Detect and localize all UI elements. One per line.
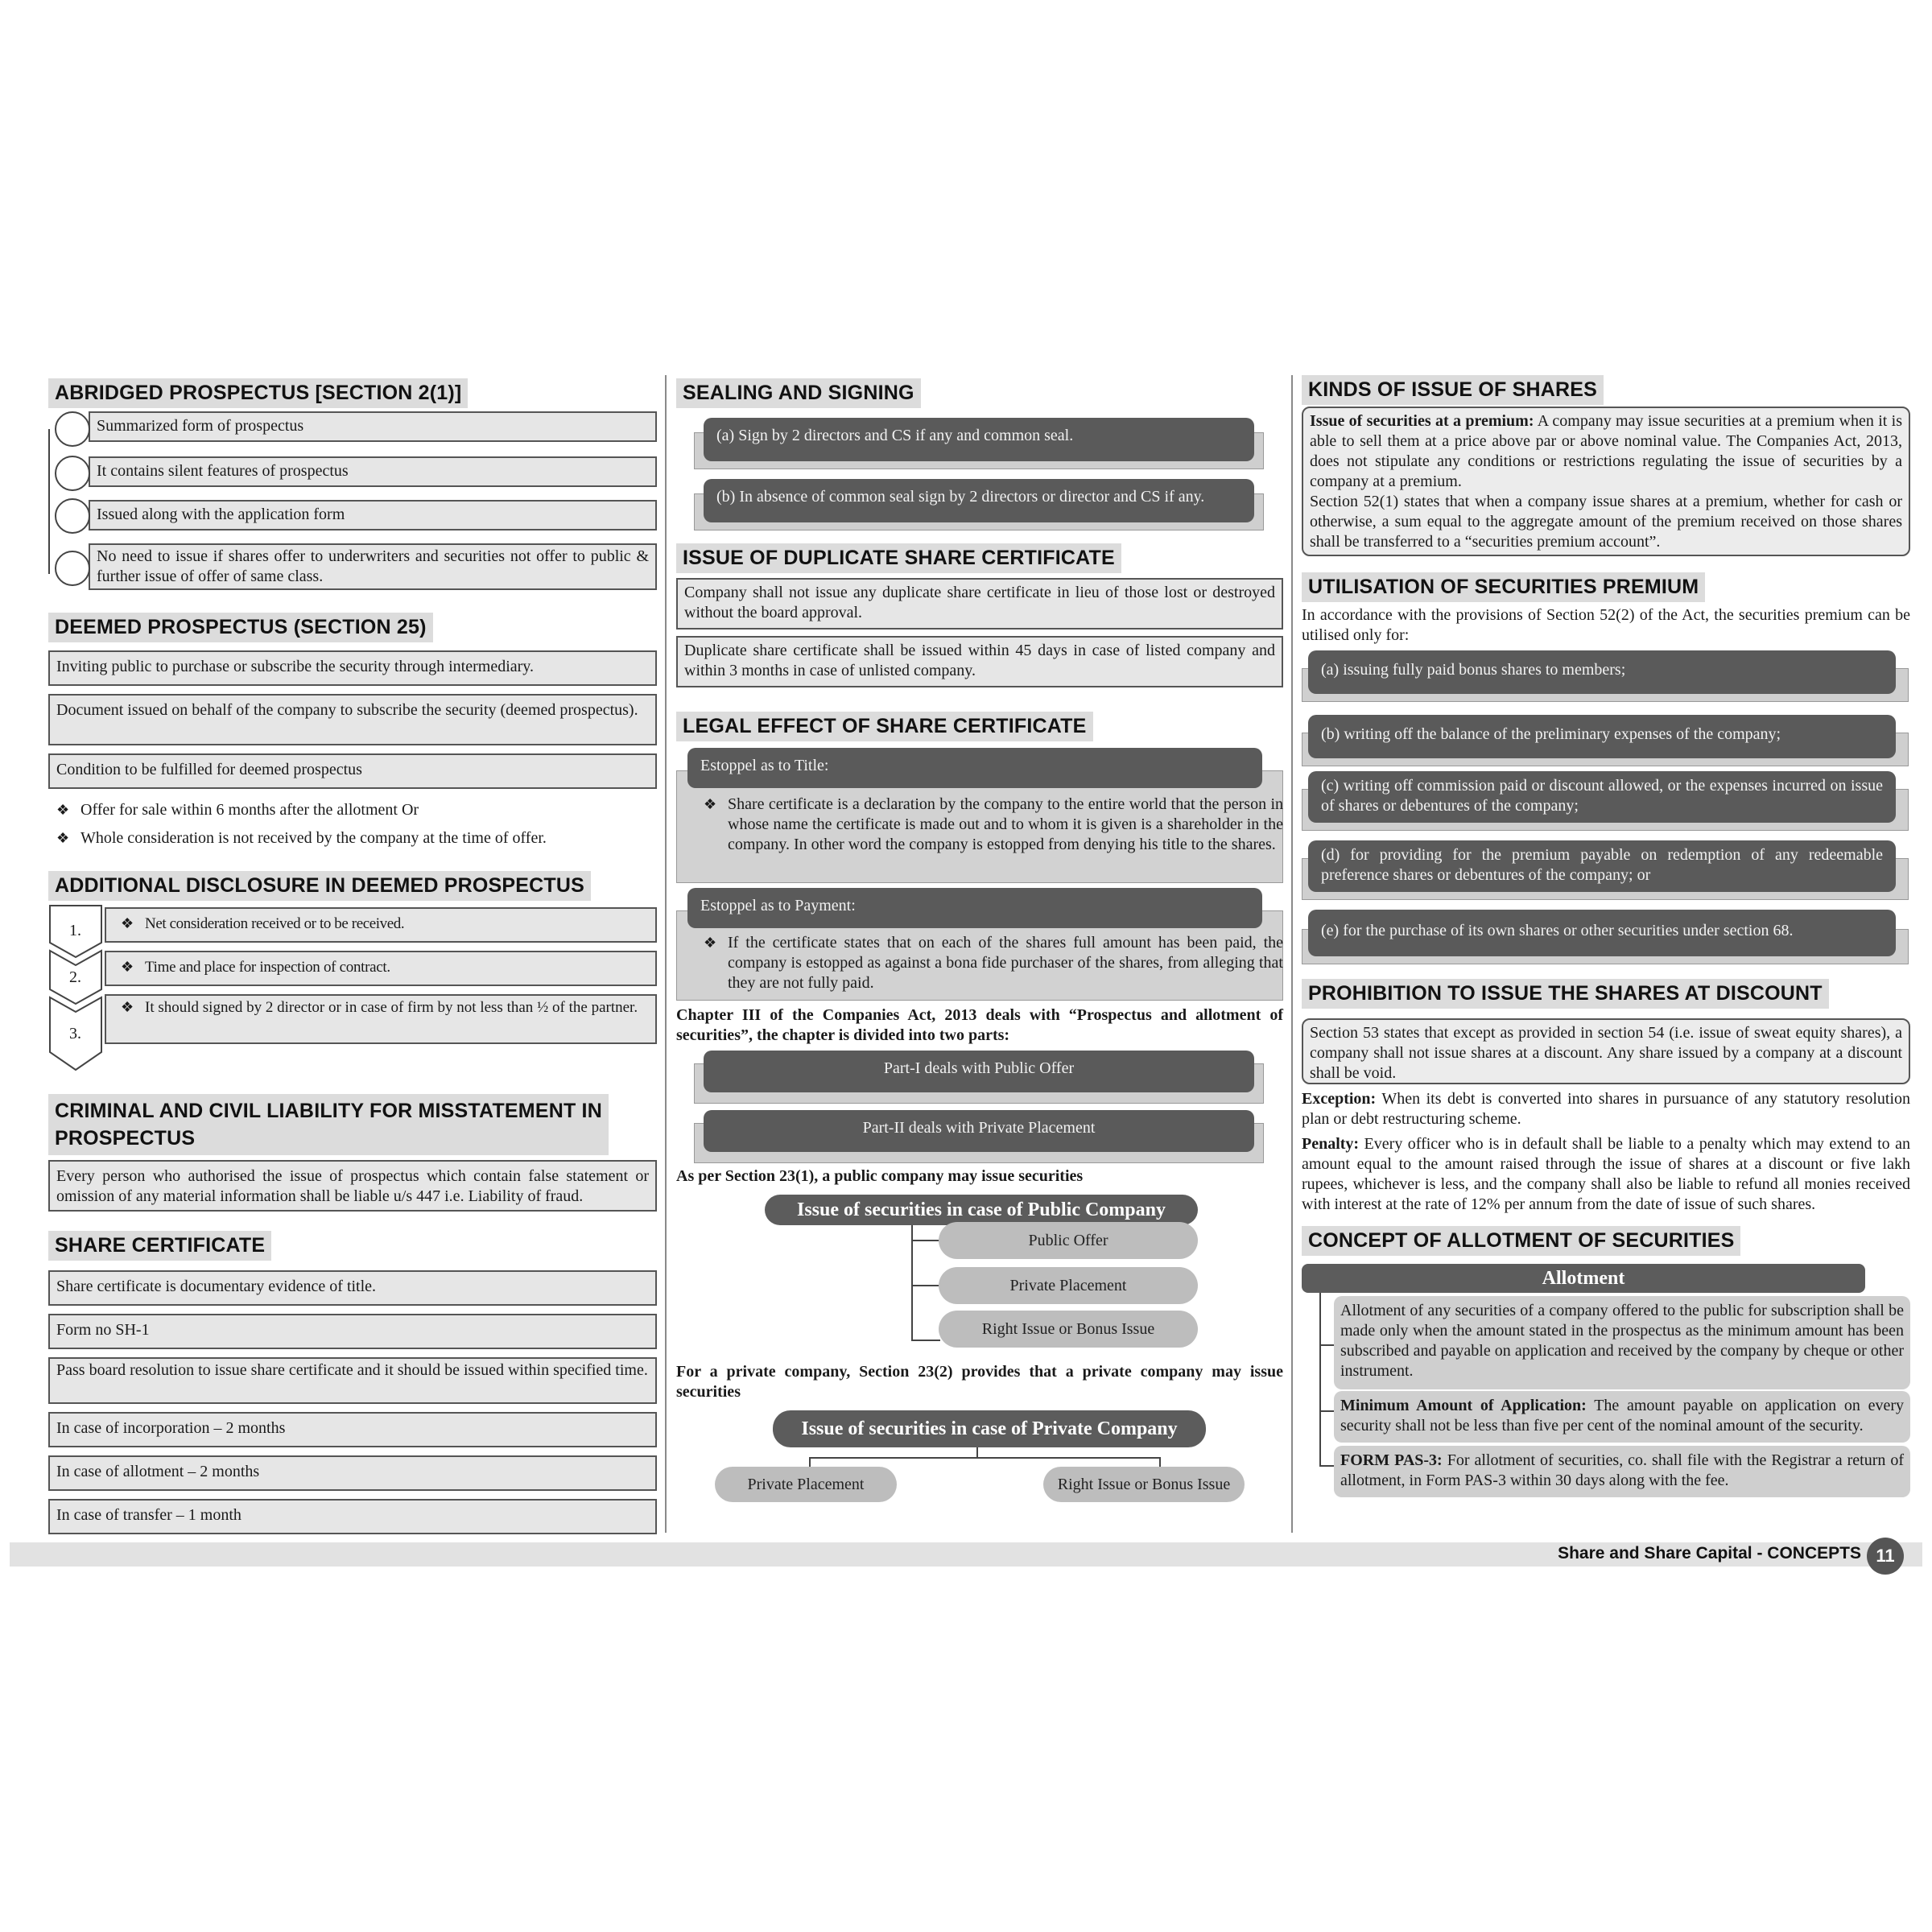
estoppel-payment-block: Estoppel as to Payment: ❖ If the certificate states that on each of the shares full amount has been paid, the company is estopped as against a bona fide purchaser of the shares, from alleging that they are not fully paid.	[676, 888, 1283, 1001]
estoppel-title-block: Estoppel as to Title: ❖ Share certificate is a declaration by the company to the entire world that the person in whose name the certificate is made out and to whom it is given is a shareholder in the company. In other word the company is estopped from denying his title to the shares.	[676, 748, 1283, 885]
prohibition-box: Section 53 states that except as provided in section 54 (i.e. issue of sweat equity shares), a company shall not issue shares at a discount. Any share issued by a company at a discount shall be void.	[1302, 1018, 1910, 1084]
sealing-heading: SEALING AND SIGNING	[676, 378, 921, 408]
allotment-item: Allotment of any securities of a company offered to the public for subscription shall be made only when the amount stated in the prospectus as the minimum amount has been subscribed and payable on application and received by the company by cheque or other instrument.	[1334, 1296, 1910, 1389]
sealing-box-b: (b) In absence of common seal sign by 2 directors or director and CS if any.	[676, 477, 1283, 534]
bullet-circle	[55, 551, 90, 586]
private-diagram	[676, 1410, 1283, 1507]
sharecert-item: Share certificate is documentary evidence of title.	[48, 1270, 657, 1306]
utilisation-intro: In accordance with the provisions of Section 52(2) of the Act, the securities premium can be utilised only for:	[1302, 606, 1910, 644]
sealing-box-a: (a) Sign by 2 directors and CS if any and common seal.	[676, 416, 1283, 473]
private-intro: For a private company, Section 23(2) provides that a private company may issue securities	[676, 1363, 1283, 1401]
column-left	[48, 375, 657, 1534]
utilisation-item-d: (d) for providing for the premium payable on redemption of any redeemable preference shares or debentures of the company; or	[1302, 840, 1910, 902]
sharecert-item: Pass board resolution to issue share certificate and it should be issued within specified time.	[48, 1357, 657, 1404]
private-option: Private Placement	[715, 1467, 897, 1502]
deemed-bullet: ❖ Offer for sale within 6 months after the allotment Or	[48, 800, 657, 820]
allotment-diagram	[1302, 1264, 1910, 1505]
bullet-circle	[55, 456, 90, 491]
additional-heading: ADDITIONAL DISCLOSURE IN DEEMED PROSPECTUS	[48, 871, 591, 901]
public-intro: As per Section 23(1), a public company may issue securities	[676, 1167, 1084, 1185]
bullet-circle	[55, 498, 90, 534]
footer-title: Share and Share Capital - CONCEPTS	[1558, 1544, 1861, 1563]
deemed-heading: DEEMED PROSPECTUS (SECTION 25)	[48, 613, 433, 642]
list-item: ❖ Net consideration received or to be received.	[105, 907, 657, 943]
list-item: No need to issue if shares offer to underwriters and securities not offer to public & further issue of offer of same class.	[89, 543, 657, 590]
list-item: ❖ It should signed by 2 director or in case of firm by not less than ½ of the partner.	[105, 994, 657, 1044]
sharecert-item: In case of transfer – 1 month	[48, 1499, 657, 1534]
duplicate-heading: ISSUE OF DUPLICATE SHARE CERTIFICATE	[676, 543, 1121, 573]
bracket-line	[48, 429, 50, 574]
criminal-box: Every person who authorised the issue of prospectus which contain false statement or omission of any material information shall be liable u/s 447 i.e. Liability of fraud.	[48, 1160, 657, 1212]
prohibition-heading: PROHIBITION TO ISSUE THE SHARES AT DISCOUNT	[1302, 979, 1829, 1009]
step-number: 1.	[69, 922, 81, 939]
column-middle	[676, 375, 1283, 1507]
additional-list	[48, 904, 657, 1073]
sharecert-item: In case of allotment – 2 months	[48, 1455, 657, 1491]
step-number: 3.	[69, 1025, 81, 1042]
private-option: Right Issue or Bonus Issue	[1043, 1467, 1245, 1502]
criminal-heading: CRIMINAL AND CIVIL LIABILITY FOR MISSTATEMENT IN PROSPECTUS	[48, 1094, 609, 1155]
list-item: Issued along with the application form	[89, 500, 657, 530]
allotment-item: FORM PAS-3: For allotment of securities, co. shall file with the Registrar a return of allotment, in Form PAS-3 within 30 days along with the fee.	[1334, 1446, 1910, 1497]
public-option: Private Placement	[939, 1267, 1198, 1304]
utilisation-item-a: (a) issuing fully paid bonus shares to members;	[1302, 650, 1910, 704]
allotment-item: Minimum Amount of Application: The amount payable on application on every security shall not be less than five per cent of the nominal amount of the security.	[1334, 1391, 1910, 1443]
allotment-title: Allotment	[1302, 1264, 1865, 1293]
penalty-text: Penalty: Every officer who is in default shall be liable to a penalty which may extend to an amount equal to the amount raised through the issue of shares at a discount or five lakh rupees, whichever is less, and the company shall also be liable to refund all monies received with interest at the rate of 12% per annum from the date of issue of such shares.	[1302, 1135, 1910, 1213]
list-item: It contains silent features of prospectus	[89, 456, 657, 487]
page-number: 11	[1867, 1538, 1904, 1575]
kinds-box: Issue of securities at a premium: A company may issue securities at a premium when it is able to sell them at a price above par or above nominal value. The Companies Act, 2013, does not stipulate any conditions or restrictions regulating the issue of securities by a company at a premium. Section 52(1) states that when a company issue shares at a premium, whether for cash or otherwise, a sum equal to the aggregate amount of the premium received on those shares shall be transferred to a “securities premium account”.	[1302, 407, 1910, 556]
part-2-box: Part-II deals with Private Placement	[676, 1110, 1283, 1163]
public-company-title: Issue of securities in case of Public Company	[765, 1195, 1198, 1225]
part-1-box: Part-I deals with Public Offer	[676, 1051, 1283, 1104]
legal-heading: LEGAL EFFECT OF SHARE CERTIFICATE	[676, 712, 1093, 741]
public-option: Right Issue or Bonus Issue	[939, 1311, 1198, 1348]
public-option: Public Offer	[939, 1222, 1198, 1259]
abridged-list	[48, 411, 657, 597]
utilisation-heading: UTILISATION OF SECURITIES PREMIUM	[1302, 572, 1705, 602]
column-separator	[1291, 375, 1293, 1533]
column-right	[1302, 375, 1910, 1505]
list-item: Summarized form of prospectus	[89, 411, 657, 442]
chapter-text: Chapter III of the Companies Act, 2013 deals with “Prospectus and allotment of securities”, the chapter is divided into two parts:	[676, 1006, 1283, 1044]
sharecert-heading: SHARE CERTIFICATE	[48, 1231, 271, 1261]
allotment-heading: CONCEPT OF ALLOTMENT OF SECURITIES	[1302, 1226, 1740, 1256]
deemed-box-1: Inviting public to purchase or subscribe the security through intermediary.	[48, 650, 657, 686]
utilisation-item-b: (b) writing off the balance of the preliminary expenses of the company;	[1302, 715, 1910, 768]
deemed-box-3: Condition to be fulfilled for deemed prospectus	[48, 753, 657, 789]
sharecert-item: Form no SH-1	[48, 1314, 657, 1349]
duplicate-box-1: Company shall not issue any duplicate share certificate in lieu of those lost or destroyed without the board approval.	[676, 578, 1283, 630]
public-diagram	[676, 1190, 1283, 1354]
duplicate-box-2: Duplicate share certificate shall be issued within 45 days in case of listed company and within 3 months in case of unlisted company.	[676, 636, 1283, 687]
deemed-box-2: Document issued on behalf of the company to subscribe the security (deemed prospectus).	[48, 694, 657, 745]
deemed-bullet: ❖ Whole consideration is not received by the company at the time of offer.	[48, 828, 657, 848]
step-number: 2.	[69, 968, 81, 986]
list-item: ❖ Time and place for inspection of contract.	[105, 951, 657, 986]
utilisation-item-c: (c) writing off commission paid or discount allowed, or the expenses incurred on issue of shares or debentures of the company;	[1302, 771, 1910, 832]
bullet-circle	[55, 411, 90, 447]
abridged-heading: ABRIDGED PROSPECTUS [SECTION 2(1)]	[48, 378, 468, 408]
sharecert-item: In case of incorporation – 2 months	[48, 1412, 657, 1447]
column-separator	[665, 375, 667, 1533]
utilisation-item-e: (e) for the purchase of its own shares or other securities under section 68.	[1302, 910, 1910, 966]
kinds-heading: KINDS OF ISSUE OF SHARES	[1302, 375, 1604, 405]
exception-text: Exception: When its debt is converted into shares in pursuance of any statutory resolution plan or debt restructuring scheme.	[1302, 1090, 1910, 1128]
private-company-title: Issue of securities in case of Private Company	[773, 1410, 1206, 1447]
